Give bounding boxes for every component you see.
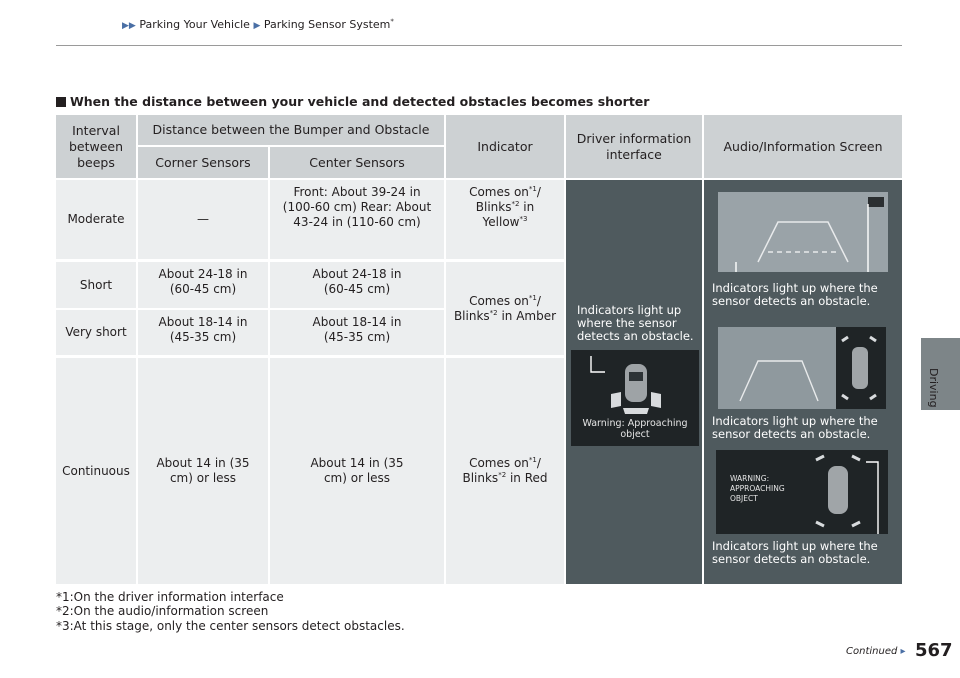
audio-screen-image-1 — [718, 192, 888, 272]
ind-sup-1: *1 — [528, 293, 537, 302]
row-short-corner: About 24-18 in (60-45 cm) — [138, 262, 268, 308]
row-short-interval: Short — [56, 262, 136, 308]
ind-sup-2: *2 — [489, 308, 498, 317]
row-very-short-interval: Very short — [56, 310, 136, 355]
header-center-sensors: Center Sensors — [270, 147, 444, 178]
ind-text-c: in Yellow — [482, 200, 535, 229]
audio-screen-image-2 — [718, 327, 886, 409]
footnote-2: *2:On the audio/information screen — [56, 604, 269, 618]
breadcrumb-part-1: Parking Your Vehicle — [139, 18, 250, 31]
row-very-short-corner: About 18-14 in (45-35 cm) — [138, 310, 268, 355]
ind-sup-3: *3 — [519, 215, 528, 223]
row-continuous-corner: About 14 in (35 cm) or less — [138, 358, 268, 584]
arrow-icon: ▶ — [253, 21, 261, 31]
double-arrow-icon: ▶▶ — [122, 21, 136, 31]
section-heading-text: When the distance between your vehicle and detected obstacles becomes shorter — [70, 94, 650, 109]
audio-label-3: Indicators light up where the sensor detects an obstacle. — [712, 539, 878, 566]
row-moderate-center: Front: About 39-24 in (100-60 cm) Rear: About 43-24 in (110-60 cm) — [270, 180, 444, 259]
header-distance: Distance between the Bumper and Obstacle — [138, 115, 444, 145]
header-audio-screen: Audio/Information Screen — [704, 115, 902, 178]
ind-text-c: in Amber — [497, 308, 557, 323]
ind-text-b: / Blinks — [453, 293, 541, 323]
header-rule — [56, 45, 902, 46]
row-short-center: About 24-18 in (60-45 cm) — [270, 262, 444, 308]
header-interval: Interval between beeps — [56, 115, 136, 178]
ind-text-a: Comes on — [469, 293, 529, 308]
driver-info-label: Indicators light up where the sensor detects an obstacle. — [577, 303, 694, 343]
row-moderate-corner: — — [138, 180, 268, 259]
breadcrumb-part-2: Parking Sensor System — [263, 18, 391, 31]
top-view-car-illustration — [716, 450, 888, 534]
footnote-3: *3:At this stage, only the center sensors detect obstacles. — [56, 619, 405, 633]
chapter-label: Driving — [927, 368, 940, 408]
split-camera-view-illustration — [718, 327, 886, 409]
continued-text: Continued — [846, 646, 898, 657]
driver-info-warning: Warning: Approaching object — [582, 418, 688, 440]
ind-text-c: in Red — [506, 471, 548, 485]
driver-info-screen-image — [571, 350, 699, 446]
continued-label — [846, 646, 906, 657]
ind-text-b: / Blinks — [475, 185, 541, 214]
ind-text-a: Comes on — [469, 456, 529, 470]
footnote-1: *1:On the driver information interface — [56, 590, 284, 604]
ind-sup-2: *2 — [498, 471, 507, 479]
square-bullet-icon — [56, 97, 66, 107]
row-very-short-center: About 18-14 in (45-35 cm) — [270, 310, 444, 355]
breadcrumb — [122, 18, 394, 31]
audio-screen-image-3 — [716, 450, 888, 534]
rear-camera-view-illustration — [718, 192, 888, 272]
audio-label-1: Indicators light up where the sensor detects an obstacle. — [712, 281, 878, 308]
header-corner-sensors: Corner Sensors — [138, 147, 268, 178]
ind-sup-2: *2 — [511, 200, 520, 208]
indicator-continuous — [446, 358, 564, 584]
ind-text-b: / Blinks — [462, 456, 541, 485]
row-continuous-center: About 14 in (35 cm) or less — [270, 358, 444, 584]
ind-sup-1: *1 — [528, 456, 537, 464]
header-indicator: Indicator — [446, 115, 564, 178]
audio-screen-panel — [704, 180, 902, 584]
page-number: 567 — [915, 640, 953, 661]
driver-info-panel — [566, 180, 702, 584]
continued-arrow-icon: ▸ — [900, 646, 906, 657]
header-driver-info: Driver information interface — [566, 115, 702, 178]
audio-warning: WARNING: APPROACHING OBJECT — [730, 474, 785, 503]
row-continuous-interval: Continuous — [56, 358, 136, 584]
row-moderate-interval: Moderate — [56, 180, 136, 259]
breadcrumb-mark: * — [390, 17, 394, 26]
audio-label-2: Indicators light up where the sensor detects an obstacle. — [712, 414, 878, 441]
ind-text-a: Comes on — [469, 185, 529, 199]
ind-sup-1: *1 — [528, 185, 537, 193]
indicator-short-veryshort — [446, 262, 564, 355]
indicator-moderate — [446, 180, 564, 259]
section-heading — [56, 94, 649, 109]
